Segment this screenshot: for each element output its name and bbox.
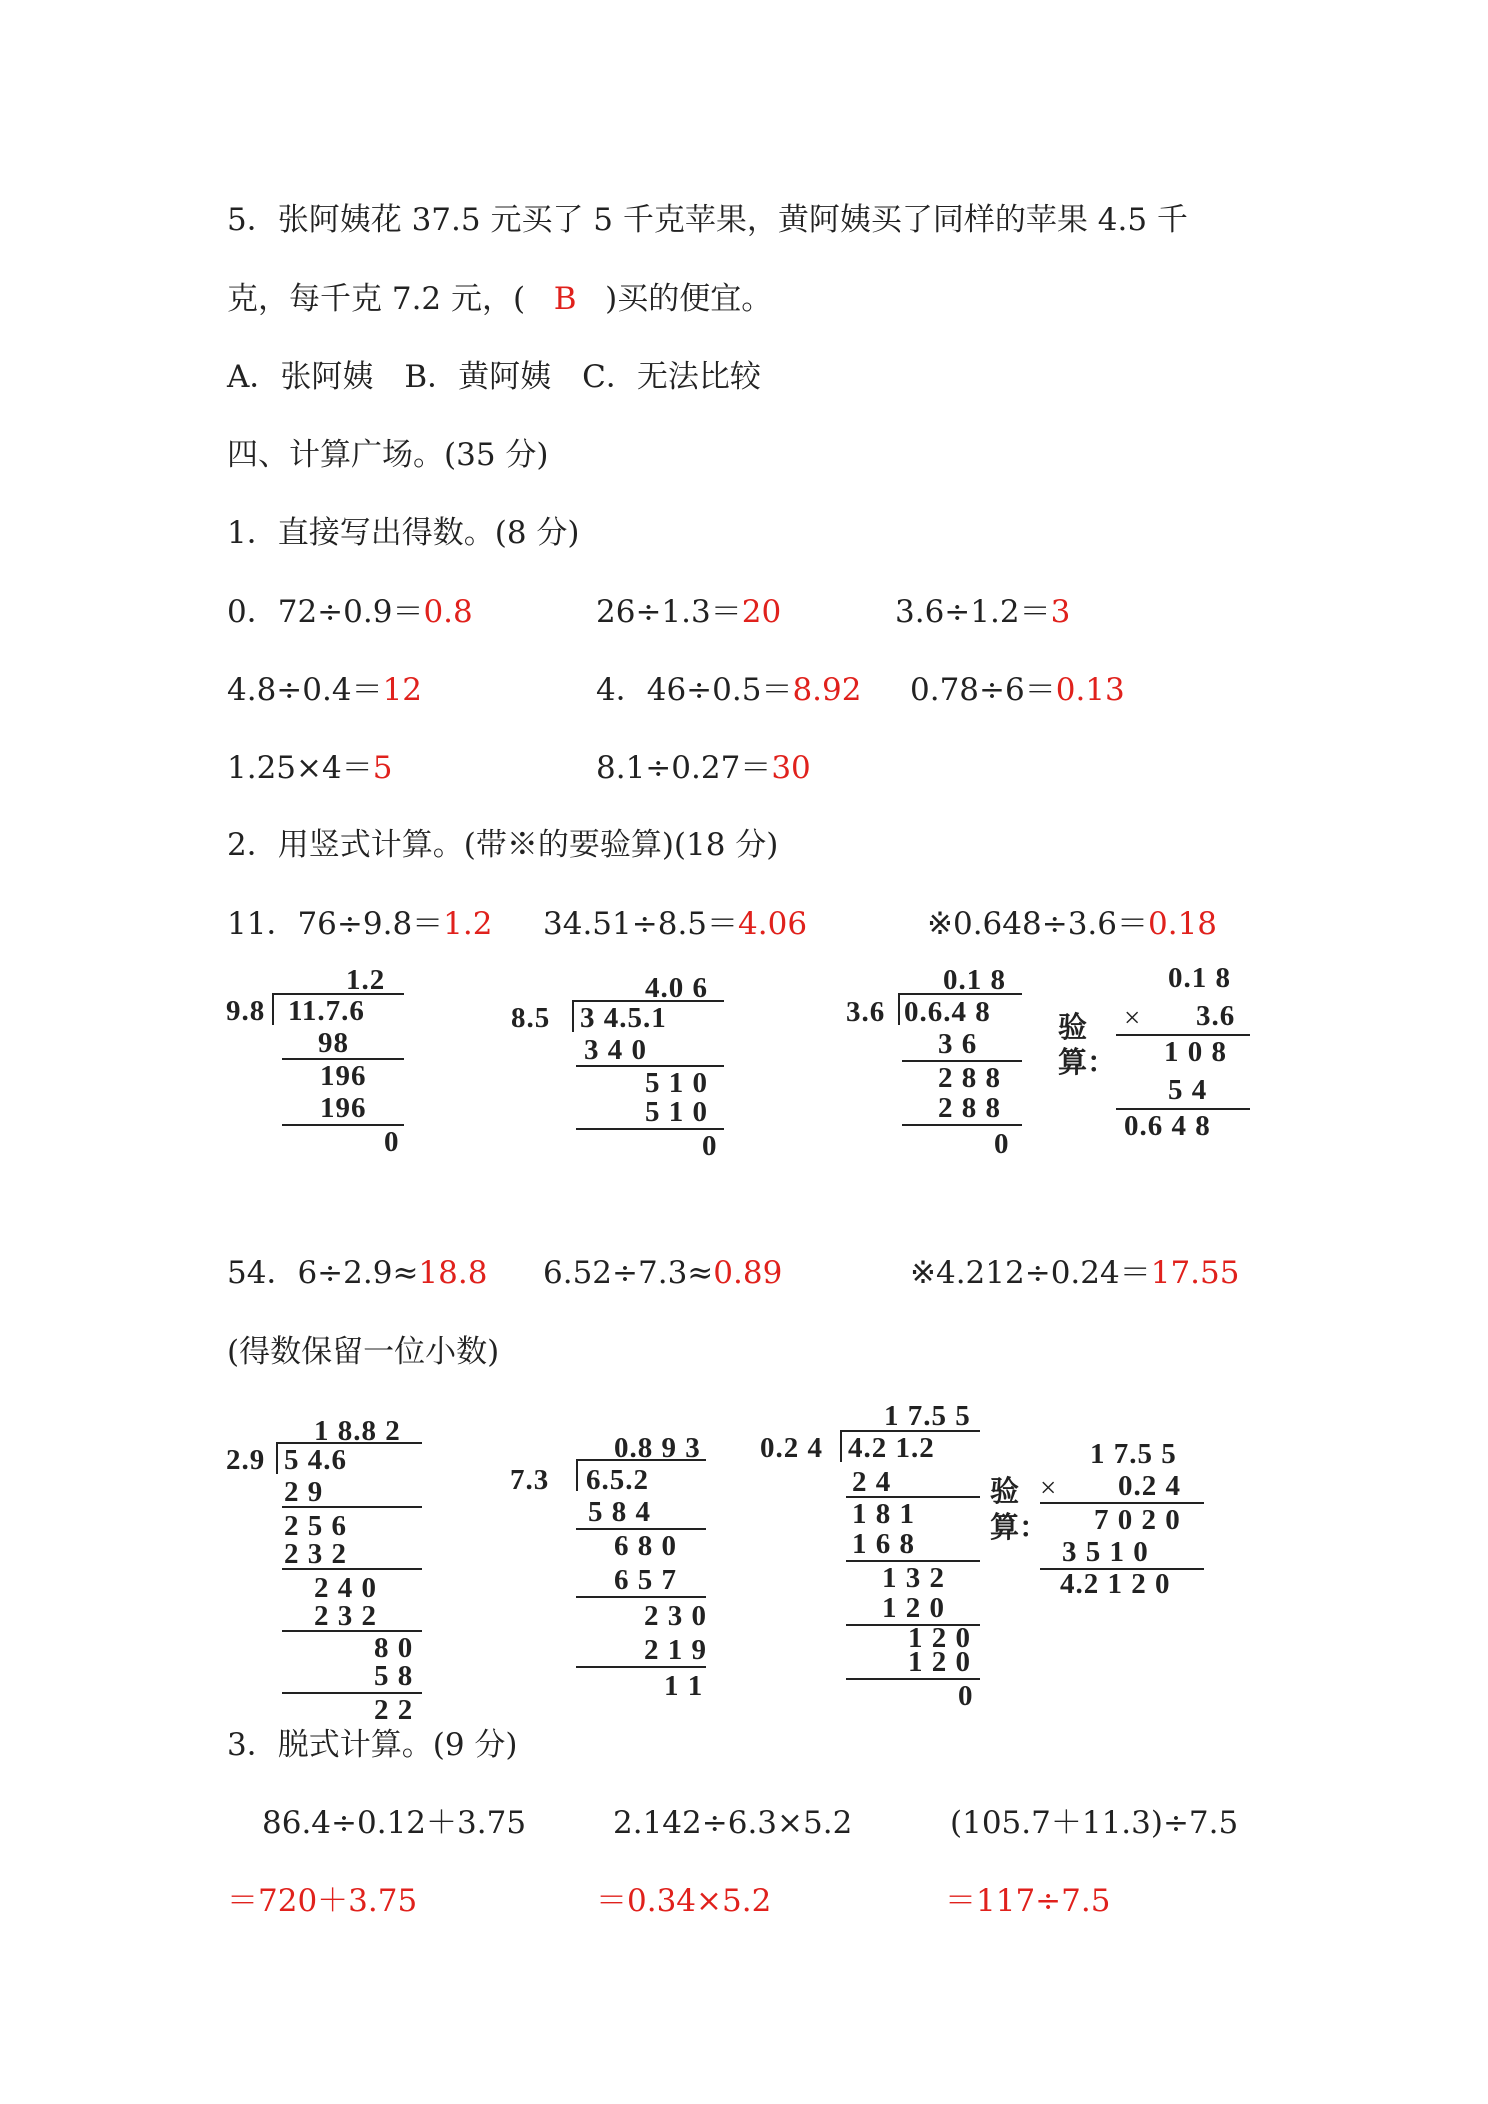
mental-item-3: 3.6÷1.2＝3 (895, 594, 1071, 630)
section-title: 四、计算广场。(35 分) (227, 437, 549, 473)
vertical-problem-3: ※0.648÷3.6＝0.18 (927, 906, 1218, 942)
mental-item-4: 4.8÷0.4＝12 (227, 672, 423, 708)
q5-line1: 5．张阿姨花 37.5 元买了 5 千克苹果，黄阿姨买了同样的苹果 4.5 千 (227, 202, 1188, 238)
vertical-problem-2: 34.51÷8.5＝4.06 (543, 906, 808, 942)
expr-1-step: ＝720＋3.75 (227, 1883, 418, 1919)
q5-options: A．张阿姨 B．黄阿姨 C．无法比较 (227, 359, 761, 395)
part1-title: 1．直接写出得数。(8 分) (227, 515, 580, 551)
expr-1: 86.4÷0.12＋3.75 (262, 1805, 527, 1841)
vertical-problem-6: ※4.212÷0.24＝17.55 (910, 1255, 1240, 1291)
vertical-problem-1: 11．76÷9.8＝1.2 (227, 906, 493, 942)
mental-item-6: 0.78÷6＝0.13 (910, 672, 1125, 708)
vertical-problem-5: 6.52÷7.3≈0.89 (543, 1255, 783, 1291)
part2-title: 2．用竖式计算。(带※的要验算)(18 分) (227, 827, 779, 863)
part3-title: 3．脱式计算。(9 分) (227, 1727, 518, 1763)
mental-item-7: 1.25×4＝5 (227, 750, 393, 786)
vertical-problem-4: 54．6÷2.9≈18.8 (227, 1255, 488, 1291)
expr-3-step: ＝117÷7.5 (945, 1883, 1111, 1919)
rounding-note: (得数保留一位小数) (227, 1334, 500, 1370)
expr-2: 2.142÷6.3×5.2 (613, 1805, 853, 1841)
q5-answer: B (553, 281, 577, 317)
mental-item-8: 8.1÷0.27＝30 (596, 750, 811, 786)
expr-3: (105.7＋11.3)÷7.5 (950, 1805, 1239, 1841)
q5-line2: 克，每千克 7.2 元，( B )买的便宜。 (227, 281, 773, 317)
mental-item-2: 26÷1.3＝20 (596, 594, 782, 630)
mental-item-5: 4．46÷0.5＝8.92 (596, 672, 862, 708)
expr-2-step: ＝0.34×5.2 (596, 1883, 772, 1919)
mental-item-1: 0．72÷0.9＝0.8 (227, 594, 473, 630)
